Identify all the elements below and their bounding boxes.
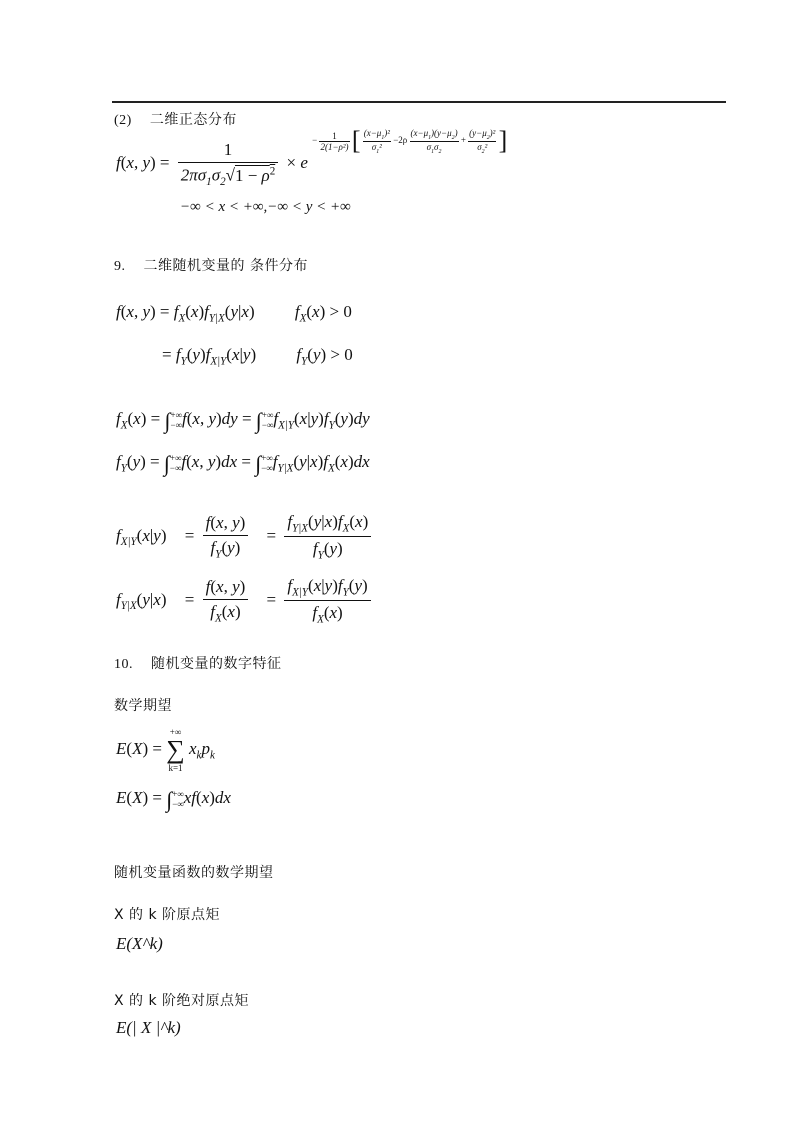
raw-moment-label: X 的 k 阶原点矩	[114, 907, 221, 923]
header-rule	[112, 101, 726, 103]
continuous-expectation-formula: E(X) = ∫ +∞ −∞ xf(x)dx	[116, 787, 231, 812]
section-number: 9.	[114, 259, 126, 274]
joint-density-line-2: = $f_Y(y)f_{X|Y}(x|y) f_Y(y) > 0$	[162, 345, 353, 368]
marginal-fx-formula: $f_X(x)$ = ∫ +∞ −∞ f(x, y)dy = ∫ +∞ −∞ $f_{X|Y}(x|y)f_Y(y)dy$	[116, 408, 370, 433]
section-title: 随机变量的数字特征	[151, 656, 282, 672]
conditional-x-given-y: $f_{X|Y}(x|y)$ = $\frac{f(x, y)}{f_Y(y)}$ = $\frac{f_{Y|X}(y|x)f_X(x)}{f_Y(y)}$	[116, 512, 371, 562]
normal-domain: −∞ < x < +∞,−∞ < y < +∞	[180, 199, 351, 215]
expectation-label: 数学期望	[114, 698, 172, 714]
section-number: 10.	[114, 657, 133, 672]
section-heading-9	[114, 255, 308, 275]
function-expectation-label: 随机变量函数的数学期望	[114, 865, 274, 881]
section-title: 二维正态分布	[149, 112, 237, 128]
abs-moment-label: X 的 k 阶绝对原点矩	[114, 993, 250, 1009]
raw-moment-formula: E(X^k)	[116, 934, 163, 953]
section-heading-2	[114, 109, 237, 129]
abs-moment-formula: E(| X |^k)	[116, 1018, 181, 1037]
joint-density-line-1: f(x, $y) = f_X(x)f_{Y|X}(y|x) f_X(x) > 0$	[116, 302, 352, 325]
marginal-fy-formula: $f_Y(y)$ = ∫ +∞ −∞ f(x, y)dx = ∫ +∞ −∞ $f_{Y|X}(y|x)f_X(x)dx$	[116, 451, 370, 476]
conditional-y-given-x: $f_{Y|X}(y|x)$ = $\frac{f(x, y)}{f_X(x)}$ = $\frac{f_{X|Y}(x|y)f_Y(y)}{f_X(x)}$	[116, 576, 371, 626]
discrete-expectation-formula: E(X) = +∞ ∑ k=1 $x_kp_k$	[116, 727, 215, 773]
section-heading-10	[114, 653, 282, 673]
bivariate-normal-formula: f(x, y) = $\frac{1}{2\pi\sigma_1\sigma_2√1 - \rho^2}$ × e − $\frac{1}{\text{2(1−ρ²)}}$ [ $\frac{(x-\mu_1)^2}{\sigma_1^2}$ −2ρ $\frac{(x-\mu_1)(y-\mu_2)}{\sigma_1\sigma_2}$ + $\frac{(y-\mu_2)^2}{\sigma_2^2}$ ]	[116, 126, 508, 189]
section-number: (2)	[114, 113, 132, 128]
section-title: 二维随机变量的 条件分布	[143, 258, 308, 274]
